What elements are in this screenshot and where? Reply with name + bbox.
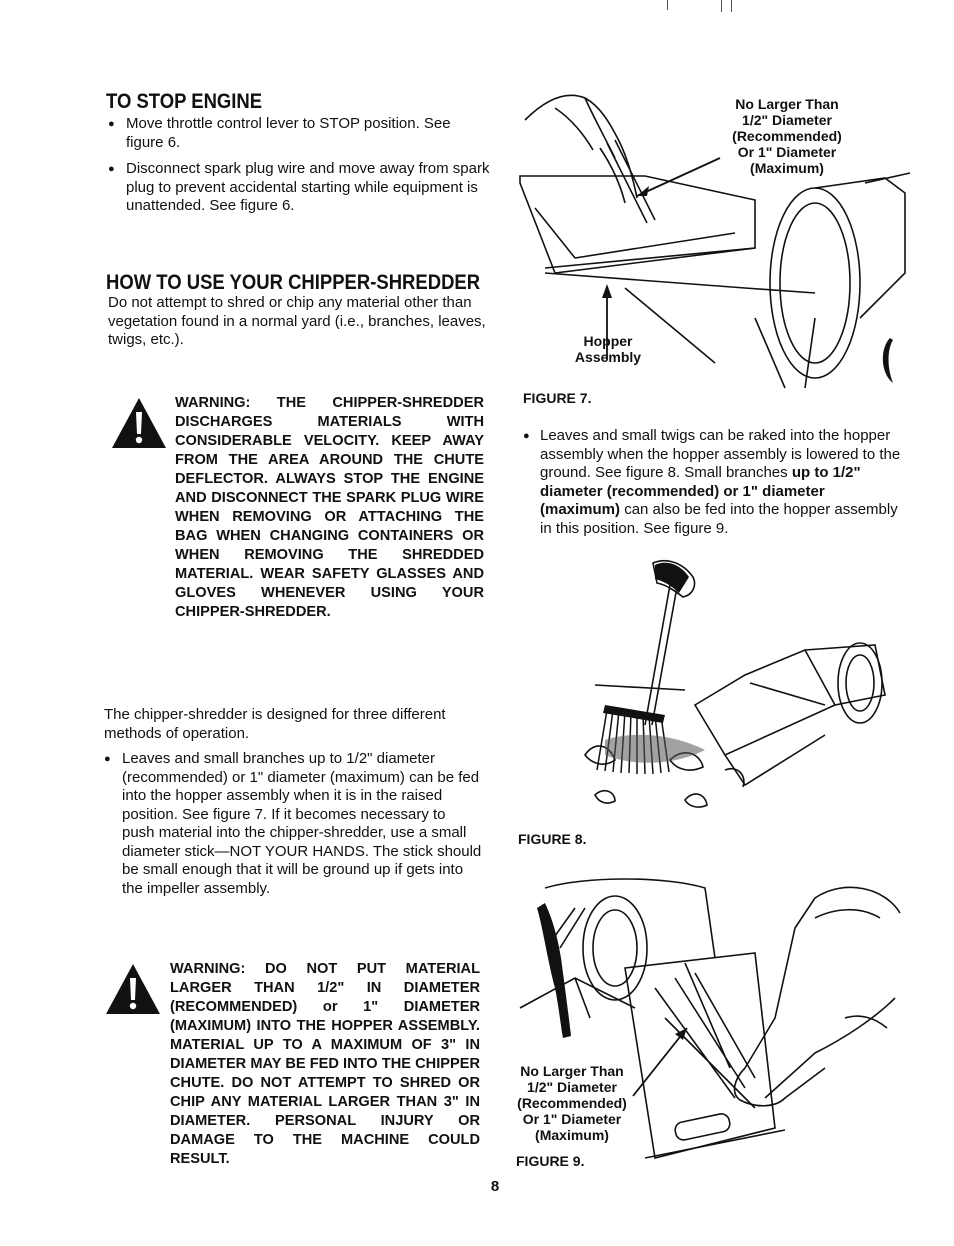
callout-line: No Larger Than	[520, 1063, 624, 1079]
warning-2-text: WARNING: DO NOT PUT MATERIAL LARGER THAN 1/2" IN DIAMETER (RECOMMENDED) or 1" DIAMETER (MAXIMUM) INTO THE HOPPER ASSEMBLY. MATERIAL UP TO A MAXIMUM OF 3" IN DIAMETER MAY BE FED INTO THE CHIPPER CHUTE. DO NOT ATTEMPT TO SHRED OR CHIP ANY MATERIAL LARGER THAN 3" IN DIAMETER. PERSONAL INJURY OR DAMAGE TO THE MACHINE COULD RESULT.	[170, 961, 480, 1167]
figure-7-label: FIGURE 7.	[523, 390, 592, 406]
operation-list	[104, 750, 482, 906]
hopper-assembly-label	[566, 333, 650, 365]
callout-line: 1/2" Diameter	[527, 1079, 617, 1095]
stop-engine-list	[108, 115, 490, 224]
operation-intro: The chipper-shredder is designed for three different methods of operation.	[104, 706, 446, 742]
rake-leaves-paragraph	[523, 427, 903, 538]
page-number: 8	[490, 1178, 500, 1195]
warning-1-text: WARNING: THE CHIPPER-SHREDDER DISCHARGES MATERIALS WITH CONSIDERABLE VELOCITY. KEEP AWAY FROM THE AREA AROUND THE CHUTE DEFLECTOR. ALWAYS STOP THE ENGINE AND DISCONNECT THE SPARK PLUG WIRE WHEN REMOVING OR ATTACHING THE BAG WHEN CHANGING CONTAINERS OR WHEN REMOVING THE SHREDDED MATERIAL. WEAR SAFETY GLASSES AND GLOVES WHENEVER USING YOUR CHIPPER-SHREDDER.	[175, 395, 484, 620]
how-to-use-heading: HOW TO USE YOUR CHIPPER-SHREDDER	[106, 271, 481, 294]
list-item: ● Leaves and small branches up to 1/2" diameter (recommended) or 1" diameter (maximum) can be fed into the hopper assembly when it is in the raised position. See figure 7. If it becomes necessary to push material into the chipper-shredder, use a small diameter stick—NOT YOUR HANDS. The stick should be small enough that it will be ground up if gets into the impeller assembly.	[104, 750, 482, 898]
callout-line: 1/2" Diameter	[742, 112, 832, 128]
list-item-text: can also be fed into the hopper assembly in this position. See figure 9.	[540, 501, 898, 537]
callout-line: Or 1" Diameter	[522, 1111, 622, 1127]
callout-line: (Recommended)	[732, 128, 842, 144]
callout-line: (Maximum)	[750, 160, 824, 176]
list-item: ● Disconnect spark plug wire and move away from spark plug to prevent accidental starting while equipment is unattended. See figure 6.	[108, 160, 490, 216]
figure-7-callout	[717, 96, 857, 176]
scan-mark	[731, 0, 732, 12]
figure-9-label: FIGURE 9.	[516, 1153, 585, 1169]
callout-line: Or 1" Diameter	[737, 144, 837, 160]
warning-triangle-icon	[110, 396, 168, 450]
scan-mark	[667, 0, 668, 10]
list-item-emphasis: up to 1/2" diameter (recommended) or 1" diameter (maximum)	[540, 464, 861, 518]
callout-line: Hopper	[583, 333, 633, 349]
callout-line: No Larger Than	[735, 96, 839, 112]
list-item	[523, 427, 903, 538]
stop-engine-heading: TO STOP ENGINE	[106, 90, 263, 113]
callout-line: (Maximum)	[535, 1127, 609, 1143]
bullet-icon: ●	[523, 430, 530, 442]
how-to-use-intro: Do not attempt to shred or chip any material other than vegetation found in a normal yard (i.e., branches, leaves, twigs, etc.).	[108, 294, 486, 348]
list-item: ● Move throttle control lever to STOP position. See figure 6.	[108, 115, 490, 152]
figure-8-label: FIGURE 8.	[518, 831, 587, 847]
figure-8-illustration	[575, 555, 895, 825]
scan-mark	[721, 0, 722, 12]
list-item-text: Leaves and small twigs can be raked into the hopper assembly when the hopper assembly is lowered to the ground. See figure 8. Small branches	[540, 427, 901, 481]
figure-9-callout	[509, 1063, 635, 1143]
warning-triangle-icon	[104, 962, 162, 1016]
callout-line: Assembly	[574, 349, 642, 365]
callout-line: (Recommended)	[517, 1095, 627, 1111]
